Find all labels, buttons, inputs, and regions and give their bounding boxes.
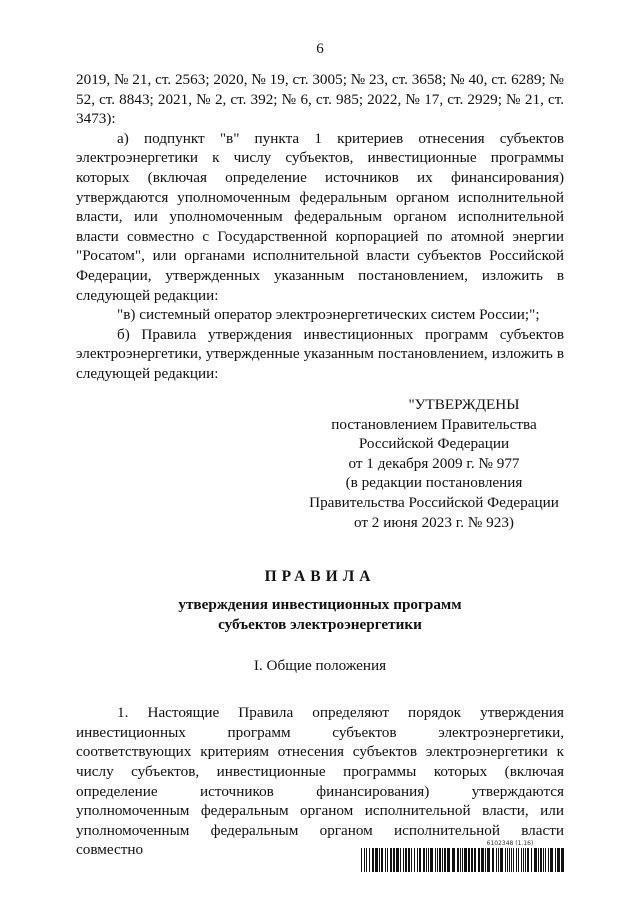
approval-line: Российской Федерации: [358, 435, 510, 453]
approval-line: от 2 июня 2023 г. № 923): [353, 513, 514, 531]
approval-line: от 1 декабря 2009 г. № 977: [348, 454, 520, 472]
amendment-paragraph-b: б) Правила утверждения инвестиционных программ субъектов электроэнергетики, утвержденные указанным постановлением, изложить в следующей редакции:: [76, 325, 564, 382]
approval-line: постановлением Правительства: [331, 415, 537, 433]
amendment-quote-v: "в) системный оператор электроэнергетических систем России;";: [117, 306, 540, 324]
barcode-icon: [361, 848, 565, 872]
reference-paragraph: 2019, № 21, ст. 2563; 2020, № 19, ст. 3005; № 23, ст. 3658; № 40, ст. 6289; № 52, ст. 8843; 2021, № 2, ст. 392; № 6, ст. 985; 2022, № 17, ст. 2929; № 21, ст. 3473):: [76, 71, 564, 128]
document-code: 6102348 (1.16): [486, 840, 534, 847]
rules-title: ПРАВИЛА: [264, 568, 376, 585]
approval-line: Правительства Российской Федерации: [309, 493, 559, 511]
rules-subtitle: [0, 595, 640, 634]
amendment-paragraph-a: а) подпункт "в" пункта 1 критериев отнесения субъектов электроэнергетики к числу субъектов, инвестиционные программы которых (включая определение источников их финансирования) утверждаются уполномоченным федеральным органом исполнительной власти, или уполномоченным федеральным органом исполнительной власти совместно с Государственной корпорацией по атомной энергии "Росатом", или органами исполнительной власти субъектов Российской Федерации, утвержденных указанным постановлением, изложить в следующей редакции:: [76, 129, 564, 304]
page-number: 6: [316, 41, 324, 57]
rules-subtitle-line: субъектов электроэнергетики: [218, 615, 422, 633]
approval-line: (в редакции постановления: [345, 474, 523, 492]
approval-line: "УТВЕРЖДЕНЫ: [408, 396, 520, 413]
section-heading: I. Общие положения: [253, 657, 387, 674]
main-paragraph: 1. Настоящие Правила определяют порядок утверждения инвестиционных программ субъектов электроэнергетики, соответствующих критериям отнесения субъектов электроэнергетики к числу субъектов, инвестиционные программы которых (включая определение источников финансирования) утверждаются уполномоченным федеральным органом исполнительной власти, или уполномоченным федеральным органом исполнительной власти совместно: [76, 704, 564, 859]
body-text-top: [76, 70, 564, 384]
approval-block: [300, 395, 568, 532]
rules-subtitle-line: утверждения инвестиционных программ: [178, 596, 462, 613]
